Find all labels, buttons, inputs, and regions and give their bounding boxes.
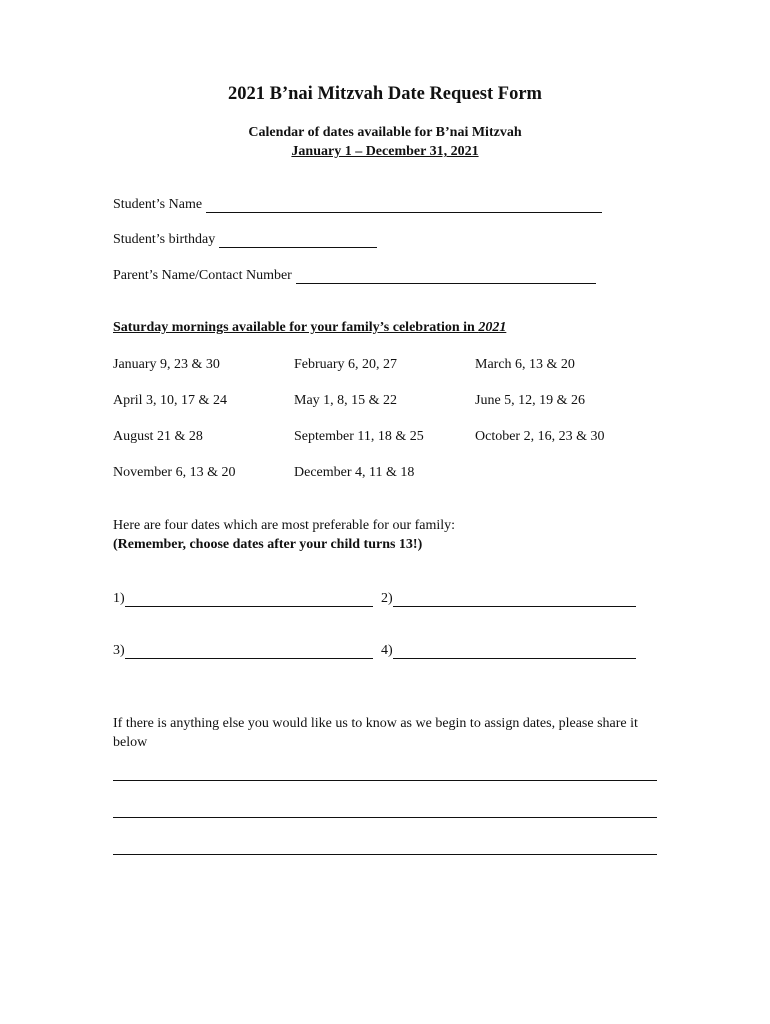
date-row xyxy=(113,465,673,501)
student-name-line[interactable] xyxy=(206,198,602,213)
date-cell: December 4, 11 & 18 xyxy=(294,465,415,480)
form-title: 2021 B’nai Mitzvah Date Request Form xyxy=(228,84,542,104)
date-range-text: January 1 – December 31, 2021 xyxy=(291,144,479,159)
comments-line-1[interactable] xyxy=(113,780,657,781)
student-name-field[interactable] xyxy=(113,197,602,213)
choice-4-line[interactable] xyxy=(393,644,636,659)
preference-reminder: (Remember, choose dates after your child turns 13!) xyxy=(113,537,423,552)
choice-2-label: 2) xyxy=(381,591,393,606)
choice-2-field[interactable] xyxy=(381,591,636,607)
date-row xyxy=(113,393,673,429)
date-cell: January 9, 23 & 30 xyxy=(113,357,220,372)
choice-3-label: 3) xyxy=(113,643,125,658)
available-heading-text: Saturday mornings available for your family’s celebration in xyxy=(113,320,479,335)
date-cell: June 5, 12, 19 & 26 xyxy=(475,393,586,408)
student-birthday-line[interactable] xyxy=(219,233,377,248)
student-birthday-label: Student’s birthday xyxy=(113,232,216,247)
date-cell: September 11, 18 & 25 xyxy=(294,429,424,444)
parent-contact-line[interactable] xyxy=(296,269,596,284)
available-heading-year: 2021 xyxy=(478,320,507,335)
choice-1-label: 1) xyxy=(113,591,125,606)
available-dates-heading xyxy=(113,320,506,336)
date-row xyxy=(113,429,673,465)
date-cell: August 21 & 28 xyxy=(113,429,203,444)
date-cell: October 2, 16, 23 & 30 xyxy=(475,429,605,444)
choice-3-field[interactable] xyxy=(113,643,373,659)
date-cell: April 3, 10, 17 & 24 xyxy=(113,393,227,408)
choice-1-field[interactable] xyxy=(113,591,373,607)
available-dates-table xyxy=(113,357,673,501)
choice-3-line[interactable] xyxy=(125,644,373,659)
comments-line-2[interactable] xyxy=(113,817,657,818)
preference-intro: Here are four dates which are most preferable for our family: xyxy=(113,518,456,533)
choice-2-line[interactable] xyxy=(393,592,636,607)
comments-prompt: If there is anything else you would like us to know as we begin to assign dates, please share it below xyxy=(113,716,638,750)
choice-1-line[interactable] xyxy=(125,592,373,607)
comments-line-3[interactable] xyxy=(113,854,657,855)
student-name-label: Student’s Name xyxy=(113,197,203,212)
date-cell: March 6, 13 & 20 xyxy=(475,357,575,372)
date-range xyxy=(0,144,770,160)
date-row xyxy=(113,357,673,393)
date-cell: November 6, 13 & 20 xyxy=(113,465,236,480)
choice-4-field[interactable] xyxy=(381,643,636,659)
parent-contact-field[interactable] xyxy=(113,268,596,284)
date-cell: February 6, 20, 27 xyxy=(294,357,398,372)
date-cell: May 1, 8, 15 & 22 xyxy=(294,393,398,408)
choice-4-label: 4) xyxy=(381,643,393,658)
parent-contact-label: Parent’s Name/Contact Number xyxy=(113,268,292,283)
student-birthday-field[interactable] xyxy=(113,232,377,248)
form-subtitle: Calendar of dates available for B’nai Mitzvah xyxy=(248,125,522,140)
